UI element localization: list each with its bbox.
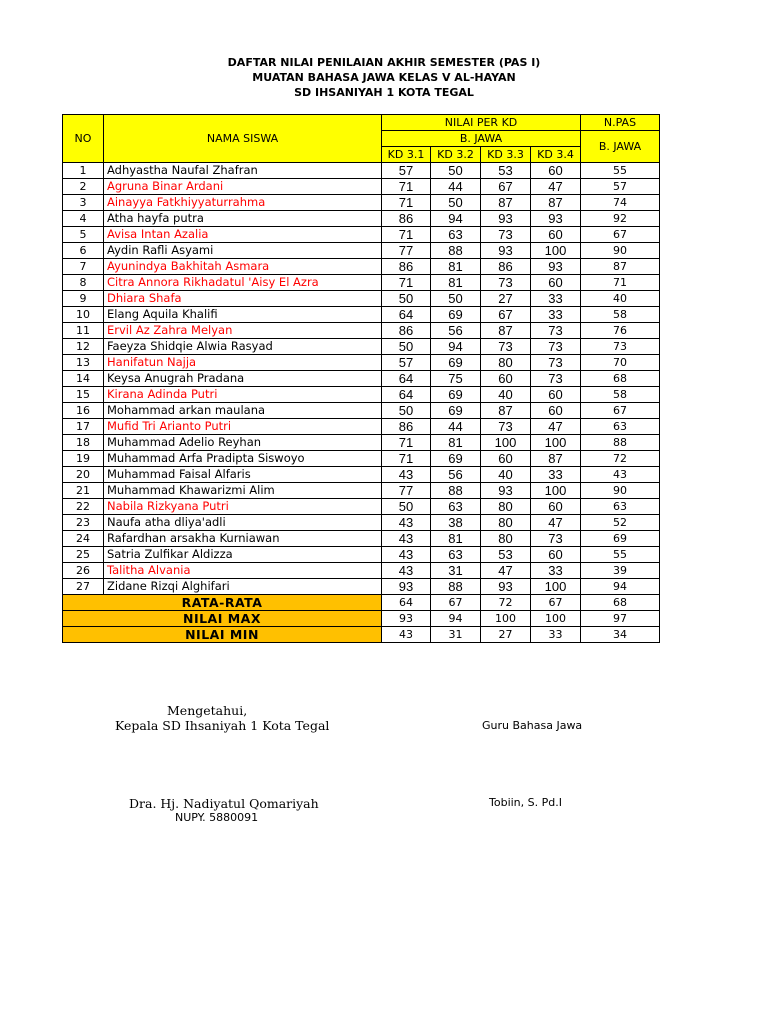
kd-score: 77: [382, 483, 431, 499]
npas-score: 73: [581, 339, 660, 355]
kd-score: 33: [531, 291, 581, 307]
summary-rows: [63, 595, 660, 643]
student-no: 5: [63, 227, 104, 243]
student-no: 26: [63, 563, 104, 579]
npas-score: 40: [581, 291, 660, 307]
header-no: NO: [63, 115, 104, 163]
student-name: Ayunindya Bakhitah Asmara: [104, 259, 382, 275]
kd-score: 71: [382, 195, 431, 211]
student-no: 23: [63, 515, 104, 531]
kd-score: 87: [481, 323, 531, 339]
summary-kd-value: 67: [431, 595, 481, 611]
npas-score: 68: [581, 371, 660, 387]
student-name: Kirana Adinda Putri: [104, 387, 382, 403]
kd-score: 43: [382, 467, 431, 483]
kd-score: 33: [531, 467, 581, 483]
kd-score: 31: [431, 563, 481, 579]
summary-row: [63, 611, 660, 627]
kd-score: 80: [481, 499, 531, 515]
header-subject: B. JAWA: [382, 131, 581, 147]
kd-score: 53: [481, 163, 531, 179]
kd-score: 53: [481, 547, 531, 563]
npas-score: 39: [581, 563, 660, 579]
header-kd-3-1: KD 3.1: [382, 147, 431, 163]
student-no: 16: [63, 403, 104, 419]
kd-score: 81: [431, 275, 481, 291]
kd-score: 88: [431, 483, 481, 499]
kd-score: 87: [531, 451, 581, 467]
kd-score: 71: [382, 179, 431, 195]
summary-kd-value: 64: [382, 595, 431, 611]
summary-kd-value: 67: [531, 595, 581, 611]
kd-score: 47: [531, 515, 581, 531]
npas-score: 55: [581, 163, 660, 179]
kd-score: 71: [382, 227, 431, 243]
summary-label: RATA-RATA: [63, 595, 382, 611]
npas-score: 92: [581, 211, 660, 227]
npas-score: 58: [581, 387, 660, 403]
kd-score: 94: [431, 339, 481, 355]
kd-score: 43: [382, 563, 431, 579]
summary-kd-value: 93: [382, 611, 431, 627]
npas-score: 94: [581, 579, 660, 595]
kd-score: 81: [431, 531, 481, 547]
kd-score: 50: [431, 291, 481, 307]
kd-score: 73: [531, 323, 581, 339]
student-name: Adhyastha Naufal Zhafran: [104, 163, 382, 179]
student-no: 10: [63, 307, 104, 323]
student-name: Nabila Rizkyana Putri: [104, 499, 382, 515]
kepala-id: NUPY. 5880091: [175, 811, 259, 824]
npas-score: 55: [581, 547, 660, 563]
student-name: Rafardhan arsakha Kurniawan: [104, 531, 382, 547]
kd-score: 33: [531, 563, 581, 579]
kd-score: 81: [431, 435, 481, 451]
student-name: Agruna Binar Ardani: [104, 179, 382, 195]
kd-score: 47: [531, 419, 581, 435]
npas-score: 67: [581, 403, 660, 419]
npas-score: 76: [581, 323, 660, 339]
kd-score: 50: [382, 339, 431, 355]
summary-kd-value: 100: [531, 611, 581, 627]
npas-score: 52: [581, 515, 660, 531]
kd-score: 27: [481, 291, 531, 307]
student-name: Keysa Anugrah Pradana: [104, 371, 382, 387]
kd-score: 86: [382, 259, 431, 275]
kd-score: 88: [431, 243, 481, 259]
kd-score: 71: [382, 451, 431, 467]
student-name: Mohammad arkan maulana: [104, 403, 382, 419]
table-row: [63, 163, 660, 179]
student-name: Atha hayfa putra: [104, 211, 382, 227]
kd-score: 69: [431, 355, 481, 371]
kd-score: 93: [382, 579, 431, 595]
summary-kd-value: 100: [481, 611, 531, 627]
kd-score: 93: [481, 211, 531, 227]
student-name: Mufid Tri Arianto Putri: [104, 419, 382, 435]
kd-score: 100: [531, 579, 581, 595]
npas-score: 88: [581, 435, 660, 451]
kd-score: 56: [431, 467, 481, 483]
summary-kd-value: 27: [481, 627, 531, 643]
kd-score: 60: [531, 163, 581, 179]
kd-score: 69: [431, 307, 481, 323]
kd-score: 40: [481, 467, 531, 483]
kd-score: 44: [431, 179, 481, 195]
kd-score: 50: [382, 403, 431, 419]
kd-score: 93: [531, 211, 581, 227]
guru-name: Tobiin, S. Pd.I: [489, 796, 562, 809]
table-row: [63, 451, 660, 467]
kd-score: 43: [382, 531, 431, 547]
student-no: 15: [63, 387, 104, 403]
kd-score: 63: [431, 227, 481, 243]
kd-score: 73: [481, 339, 531, 355]
header-kd-3-2: KD 3.2: [431, 147, 481, 163]
title-line-2: MUATAN BAHASA JAWA KELAS V AL-HAYAN: [252, 71, 516, 84]
kd-score: 57: [382, 355, 431, 371]
student-no: 2: [63, 179, 104, 195]
table-row: [63, 323, 660, 339]
student-no: 22: [63, 499, 104, 515]
student-no: 25: [63, 547, 104, 563]
kd-score: 50: [382, 499, 431, 515]
kd-score: 38: [431, 515, 481, 531]
kd-score: 88: [431, 579, 481, 595]
kd-score: 50: [431, 195, 481, 211]
student-no: 3: [63, 195, 104, 211]
student-name: Dhiara Shafa: [104, 291, 382, 307]
mengetahui-label: Mengetahui,: [167, 703, 248, 718]
kd-score: 80: [481, 531, 531, 547]
npas-score: 63: [581, 499, 660, 515]
grades-table: [62, 114, 660, 643]
summary-npas-value: 34: [581, 627, 660, 643]
kepala-name: Dra. Hj. Nadiyatul Qomariyah: [129, 796, 319, 811]
kd-score: 73: [531, 371, 581, 387]
table-row: [63, 211, 660, 227]
kd-score: 100: [531, 483, 581, 499]
student-no: 9: [63, 291, 104, 307]
kd-score: 87: [531, 195, 581, 211]
summary-kd-value: 31: [431, 627, 481, 643]
kd-score: 63: [431, 499, 481, 515]
kd-score: 67: [481, 179, 531, 195]
student-rows: [63, 163, 660, 595]
table-row: [63, 195, 660, 211]
kd-score: 93: [531, 259, 581, 275]
student-no: 8: [63, 275, 104, 291]
npas-score: 71: [581, 275, 660, 291]
student-no: 1: [63, 163, 104, 179]
npas-score: 63: [581, 419, 660, 435]
header-npas: N.PAS: [581, 115, 660, 131]
summary-label: NILAI MAX: [63, 611, 382, 627]
header-nilai-per-kd: NILAI PER KD: [382, 115, 581, 131]
kd-score: 60: [531, 275, 581, 291]
summary-row: [63, 627, 660, 643]
table-row: [63, 259, 660, 275]
kd-score: 60: [481, 451, 531, 467]
kd-score: 50: [431, 163, 481, 179]
kd-score: 69: [431, 403, 481, 419]
kd-score: 50: [382, 291, 431, 307]
student-name: Ainayya Fatkhiyyaturrahma: [104, 195, 382, 211]
npas-score: 72: [581, 451, 660, 467]
kd-score: 93: [481, 579, 531, 595]
table-row: [63, 275, 660, 291]
npas-score: 67: [581, 227, 660, 243]
kepala-title: Kepala SD Ihsaniyah 1 Kota Tegal: [115, 718, 330, 733]
kd-score: 73: [481, 227, 531, 243]
student-name: Faeyza Shidqie Alwia Rasyad: [104, 339, 382, 355]
table-row: [63, 467, 660, 483]
kd-score: 57: [382, 163, 431, 179]
kd-score: 47: [481, 563, 531, 579]
kd-score: 60: [531, 547, 581, 563]
table-row: [63, 435, 660, 451]
table-row: [63, 515, 660, 531]
kd-score: 87: [481, 403, 531, 419]
kd-score: 100: [531, 435, 581, 451]
table-row: [63, 371, 660, 387]
kd-score: 60: [531, 499, 581, 515]
student-no: 21: [63, 483, 104, 499]
student-no: 7: [63, 259, 104, 275]
student-name: Citra Annora Rikhadatul 'Aisy El Azra: [104, 275, 382, 291]
kd-score: 67: [481, 307, 531, 323]
student-name: Elang Aquila Khalifi: [104, 307, 382, 323]
guru-title: Guru Bahasa Jawa: [482, 719, 583, 732]
kd-score: 93: [481, 483, 531, 499]
student-name: Talitha Alvania: [104, 563, 382, 579]
kd-score: 71: [382, 435, 431, 451]
table-row: [63, 291, 660, 307]
student-name: Muhammad Faisal Alfaris: [104, 467, 382, 483]
kd-score: 64: [382, 387, 431, 403]
kd-score: 86: [481, 259, 531, 275]
kd-score: 100: [481, 435, 531, 451]
table-row: [63, 531, 660, 547]
table-row: [63, 499, 660, 515]
student-no: 17: [63, 419, 104, 435]
npas-score: 74: [581, 195, 660, 211]
kd-score: 75: [431, 371, 481, 387]
title-line-3: SD IHSANIYAH 1 KOTA TEGAL: [294, 86, 474, 99]
kd-score: 80: [481, 355, 531, 371]
student-name: Avisa Intan Azalia: [104, 227, 382, 243]
kd-score: 100: [531, 243, 581, 259]
table-row: [63, 579, 660, 595]
table-row: [63, 483, 660, 499]
student-name: Hanifatun Najja: [104, 355, 382, 371]
kd-score: 77: [382, 243, 431, 259]
table-row: [63, 547, 660, 563]
summary-kd-value: 94: [431, 611, 481, 627]
kd-score: 86: [382, 419, 431, 435]
title-line-1: DAFTAR NILAI PENILAIAN AKHIR SEMESTER (PAS I): [227, 56, 541, 69]
kd-score: 86: [382, 211, 431, 227]
kd-score: 73: [531, 531, 581, 547]
header-npas-subject: B. JAWA: [581, 131, 660, 163]
kd-score: 81: [431, 259, 481, 275]
kd-score: 73: [531, 355, 581, 371]
student-no: 11: [63, 323, 104, 339]
student-name: Satria Zulfikar Aldizza: [104, 547, 382, 563]
kd-score: 86: [382, 323, 431, 339]
kd-score: 60: [481, 371, 531, 387]
kd-score: 73: [531, 339, 581, 355]
kd-score: 47: [531, 179, 581, 195]
student-no: 20: [63, 467, 104, 483]
student-name: Naufa atha dliya'adli: [104, 515, 382, 531]
student-no: 6: [63, 243, 104, 259]
table-row: [63, 563, 660, 579]
student-no: 19: [63, 451, 104, 467]
kd-score: 43: [382, 547, 431, 563]
student-no: 12: [63, 339, 104, 355]
kd-score: 93: [481, 243, 531, 259]
kd-score: 60: [531, 403, 581, 419]
summary-kd-value: 72: [481, 595, 531, 611]
npas-score: 90: [581, 243, 660, 259]
student-no: 4: [63, 211, 104, 227]
kd-score: 87: [481, 195, 531, 211]
npas-score: 69: [581, 531, 660, 547]
student-name: Aydin Rafli Asyami: [104, 243, 382, 259]
table-row: [63, 307, 660, 323]
table-row: [63, 243, 660, 259]
kd-score: 73: [481, 275, 531, 291]
kd-score: 40: [481, 387, 531, 403]
student-no: 27: [63, 579, 104, 595]
student-no: 24: [63, 531, 104, 547]
table-row: [63, 339, 660, 355]
student-no: 13: [63, 355, 104, 371]
header-kd-3-4: KD 3.4: [531, 147, 581, 163]
table-row: [63, 387, 660, 403]
npas-score: 87: [581, 259, 660, 275]
student-name: Ervil Az Zahra Melyan: [104, 323, 382, 339]
table-row: [63, 179, 660, 195]
summary-kd-value: 33: [531, 627, 581, 643]
npas-score: 58: [581, 307, 660, 323]
header-kd-3-3: KD 3.3: [481, 147, 531, 163]
header-nama-siswa: NAMA SISWA: [104, 115, 382, 163]
kd-score: 44: [431, 419, 481, 435]
kd-score: 71: [382, 275, 431, 291]
student-name: Muhammad Khawarizmi Alim: [104, 483, 382, 499]
student-name: Zidane Rizqi Alghifari: [104, 579, 382, 595]
kd-score: 43: [382, 515, 431, 531]
table-row: [63, 355, 660, 371]
summary-npas-value: 97: [581, 611, 660, 627]
npas-score: 57: [581, 179, 660, 195]
kd-score: 60: [531, 387, 581, 403]
summary-label: NILAI MIN: [63, 627, 382, 643]
kd-score: 60: [531, 227, 581, 243]
kd-score: 73: [481, 419, 531, 435]
kd-score: 64: [382, 307, 431, 323]
table-row: [63, 227, 660, 243]
kd-score: 69: [431, 451, 481, 467]
student-no: 14: [63, 371, 104, 387]
student-name: Muhammad Arfa Pradipta Siswoyo: [104, 451, 382, 467]
student-no: 18: [63, 435, 104, 451]
npas-score: 90: [581, 483, 660, 499]
table-row: [63, 403, 660, 419]
student-name: Muhammad Adelio Reyhan: [104, 435, 382, 451]
summary-kd-value: 43: [382, 627, 431, 643]
summary-npas-value: 68: [581, 595, 660, 611]
kd-score: 94: [431, 211, 481, 227]
kd-score: 33: [531, 307, 581, 323]
kd-score: 80: [481, 515, 531, 531]
kd-score: 69: [431, 387, 481, 403]
npas-score: 43: [581, 467, 660, 483]
kd-score: 56: [431, 323, 481, 339]
summary-row: [63, 595, 660, 611]
kd-score: 64: [382, 371, 431, 387]
table-row: [63, 419, 660, 435]
kd-score: 63: [431, 547, 481, 563]
npas-score: 70: [581, 355, 660, 371]
